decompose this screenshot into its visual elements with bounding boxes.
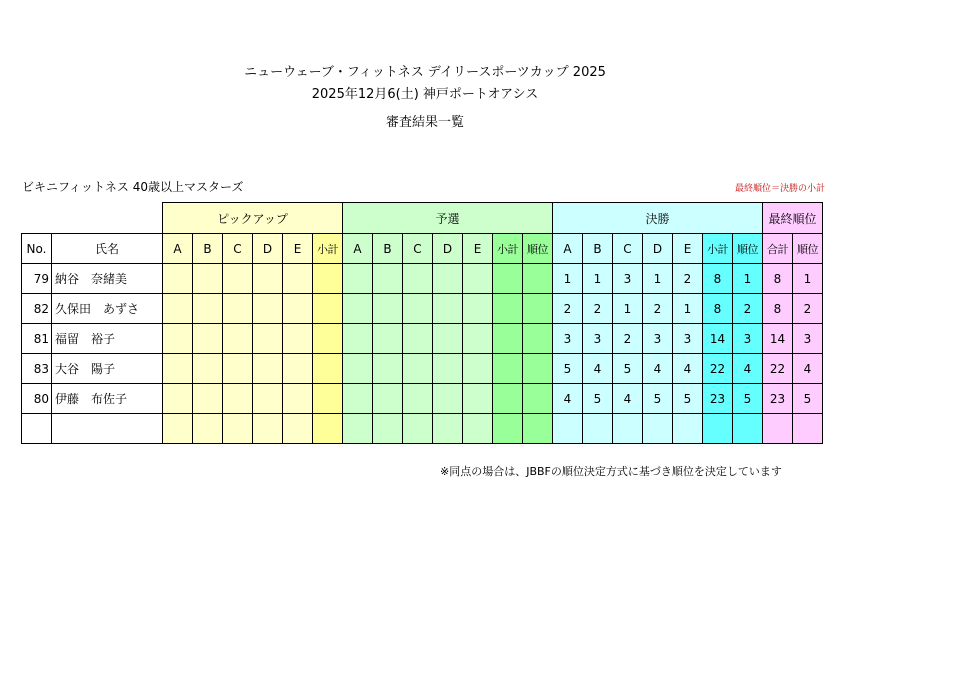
prelim-score-d [433, 324, 463, 354]
prelim-rank [523, 294, 553, 324]
final-score-a: 3 [553, 324, 583, 354]
prelim-subtotal [493, 354, 523, 384]
prelim-subtotal [493, 294, 523, 324]
final-score-b: 3 [583, 324, 613, 354]
overall-rank: 2 [793, 294, 823, 324]
pickup-score-b [193, 264, 223, 294]
col-prelim-a: A [343, 234, 373, 264]
pickup-score-d [253, 384, 283, 414]
final-rank: 3 [733, 324, 763, 354]
table-row [22, 324, 823, 354]
pickup-score-c [223, 264, 253, 294]
overall-total [763, 414, 793, 444]
group-header-row [22, 203, 823, 234]
prelim-score-b [373, 354, 403, 384]
overall-rank: 3 [793, 324, 823, 354]
col-total: 合計 [763, 234, 793, 264]
prelim-score-b [373, 294, 403, 324]
prelim-rank [523, 324, 553, 354]
pickup-score-b [193, 384, 223, 414]
col-final-b: B [583, 234, 613, 264]
group-final: 決勝 [553, 203, 763, 234]
final-score-b: 2 [583, 294, 613, 324]
results-heading: 審査結果一覧 [385, 115, 464, 130]
pickup-score-a [163, 324, 193, 354]
final-subtotal [703, 414, 733, 444]
prelim-score-e [463, 384, 493, 414]
col-pickup-subtotal: 小計 [313, 234, 343, 264]
final-score-b: 1 [583, 264, 613, 294]
column-header-row [22, 234, 823, 264]
final-score-e: 4 [673, 354, 703, 384]
pickup-subtotal [313, 414, 343, 444]
prelim-score-e [463, 354, 493, 384]
competitor-name: 大谷 陽子 [52, 354, 163, 384]
prelim-score-c [403, 294, 433, 324]
pickup-score-c [223, 294, 253, 324]
pickup-score-c [223, 354, 253, 384]
pickup-score-e [283, 354, 313, 384]
final-score-e [673, 414, 703, 444]
col-prelim-c: C [403, 234, 433, 264]
prelim-score-b [373, 414, 403, 444]
prelim-subtotal [493, 384, 523, 414]
final-score-e: 1 [673, 294, 703, 324]
prelim-subtotal [493, 264, 523, 294]
pickup-subtotal [313, 264, 343, 294]
pickup-subtotal [313, 324, 343, 354]
prelim-score-a [343, 354, 373, 384]
pickup-score-c [223, 414, 253, 444]
final-score-a: 1 [553, 264, 583, 294]
table-row [22, 354, 823, 384]
col-final-subtotal: 小計 [703, 234, 733, 264]
pickup-score-d [253, 294, 283, 324]
prelim-score-b [373, 264, 403, 294]
prelim-score-d [433, 354, 463, 384]
prelim-score-e [463, 414, 493, 444]
final-score-a: 4 [553, 384, 583, 414]
entry-number: 82 [22, 294, 52, 324]
prelim-score-a [343, 414, 373, 444]
pickup-subtotal [313, 354, 343, 384]
pickup-score-e [283, 384, 313, 414]
prelim-score-c [403, 264, 433, 294]
col-pickup-d: D [253, 234, 283, 264]
pickup-score-b [193, 354, 223, 384]
prelim-score-d [433, 264, 463, 294]
final-score-d: 2 [643, 294, 673, 324]
final-subtotal: 8 [703, 294, 733, 324]
results-table [21, 202, 823, 444]
final-score-e: 5 [673, 384, 703, 414]
prelim-score-a [343, 384, 373, 414]
pickup-score-a [163, 414, 193, 444]
pickup-score-d [253, 264, 283, 294]
prelim-score-e [463, 294, 493, 324]
entry-number: 83 [22, 354, 52, 384]
pickup-score-a [163, 384, 193, 414]
prelim-score-a [343, 294, 373, 324]
entry-number [22, 414, 52, 444]
tie-break-note: ※同点の場合は、JBBFの順位決定方式に基づき順位を決定しています [440, 465, 782, 478]
final-score-d: 4 [643, 354, 673, 384]
prelim-rank [523, 264, 553, 294]
final-score-a [553, 414, 583, 444]
col-final-c: C [613, 234, 643, 264]
pickup-score-b [193, 324, 223, 354]
entry-number: 79 [22, 264, 52, 294]
table-row [22, 384, 823, 414]
entry-number: 80 [22, 384, 52, 414]
pickup-score-b [193, 414, 223, 444]
prelim-score-a [343, 324, 373, 354]
final-rank-note: 最終順位＝決勝の小計 [734, 184, 825, 194]
overall-total: 8 [763, 294, 793, 324]
final-score-d: 3 [643, 324, 673, 354]
competitor-name: 久保田 あずさ [52, 294, 163, 324]
col-final-a: A [553, 234, 583, 264]
col-overall-rank: 順位 [793, 234, 823, 264]
pickup-score-d [253, 324, 283, 354]
entry-number: 81 [22, 324, 52, 354]
competitor-name: 伊藤 布佐子 [52, 384, 163, 414]
final-score-e: 3 [673, 324, 703, 354]
pickup-subtotal [313, 384, 343, 414]
table-row [22, 264, 823, 294]
competitor-name: 福留 裕子 [52, 324, 163, 354]
col-final-d: D [643, 234, 673, 264]
final-score-b [583, 414, 613, 444]
pickup-score-c [223, 384, 253, 414]
pickup-score-e [283, 414, 313, 444]
prelim-score-c [403, 414, 433, 444]
prelim-score-a [343, 264, 373, 294]
prelim-rank [523, 414, 553, 444]
final-score-a: 5 [553, 354, 583, 384]
col-pickup-b: B [193, 234, 223, 264]
overall-total: 14 [763, 324, 793, 354]
event-date-venue: 2025年12月6(土) 神戸ポートオアシス [311, 87, 539, 102]
prelim-subtotal [493, 414, 523, 444]
prelim-score-e [463, 264, 493, 294]
pickup-score-a [163, 294, 193, 324]
prelim-rank [523, 384, 553, 414]
col-prelim-b: B [373, 234, 403, 264]
category-title: ビキニフィットネス 40歳以上マスターズ [22, 180, 244, 194]
group-overall: 最終順位 [763, 203, 823, 234]
prelim-score-c [403, 384, 433, 414]
col-pickup-e: E [283, 234, 313, 264]
pickup-subtotal [313, 294, 343, 324]
final-score-b: 5 [583, 384, 613, 414]
overall-total: 23 [763, 384, 793, 414]
final-score-d [643, 414, 673, 444]
overall-rank: 5 [793, 384, 823, 414]
final-subtotal: 8 [703, 264, 733, 294]
group-prelim: 予選 [343, 203, 553, 234]
final-score-d: 5 [643, 384, 673, 414]
prelim-subtotal [493, 324, 523, 354]
col-final-e: E [673, 234, 703, 264]
final-rank: 1 [733, 264, 763, 294]
group-pickup: ピックアップ [163, 203, 343, 234]
overall-rank: 4 [793, 354, 823, 384]
final-score-c: 2 [613, 324, 643, 354]
col-prelim-subtotal: 小計 [493, 234, 523, 264]
final-rank: 2 [733, 294, 763, 324]
overall-rank: 1 [793, 264, 823, 294]
prelim-score-b [373, 384, 403, 414]
final-score-c: 3 [613, 264, 643, 294]
final-subtotal: 14 [703, 324, 733, 354]
final-subtotal: 22 [703, 354, 733, 384]
pickup-score-d [253, 354, 283, 384]
table-row [22, 294, 823, 324]
col-pickup-c: C [223, 234, 253, 264]
prelim-score-d [433, 414, 463, 444]
col-prelim-d: D [433, 234, 463, 264]
prelim-score-e [463, 324, 493, 354]
prelim-score-d [433, 294, 463, 324]
col-prelim-e: E [463, 234, 493, 264]
final-rank: 4 [733, 354, 763, 384]
final-rank: 5 [733, 384, 763, 414]
pickup-score-e [283, 294, 313, 324]
final-score-d: 1 [643, 264, 673, 294]
pickup-score-d [253, 414, 283, 444]
pickup-score-a [163, 264, 193, 294]
final-score-c: 1 [613, 294, 643, 324]
col-no: No. [22, 234, 52, 264]
event-title: ニューウェーブ・フィットネス デイリースポーツカップ 2025 [244, 65, 606, 80]
overall-total: 8 [763, 264, 793, 294]
col-name: 氏名 [52, 234, 163, 264]
final-score-c [613, 414, 643, 444]
prelim-rank [523, 354, 553, 384]
final-score-e: 2 [673, 264, 703, 294]
prelim-score-c [403, 324, 433, 354]
final-score-a: 2 [553, 294, 583, 324]
table-row [22, 414, 823, 444]
overall-rank [793, 414, 823, 444]
pickup-score-b [193, 294, 223, 324]
competitor-name [52, 414, 163, 444]
competitor-name: 納谷 奈緒美 [52, 264, 163, 294]
col-prelim-rank: 順位 [523, 234, 553, 264]
pickup-score-e [283, 324, 313, 354]
final-subtotal: 23 [703, 384, 733, 414]
final-score-b: 4 [583, 354, 613, 384]
prelim-score-d [433, 384, 463, 414]
event-header [0, 62, 850, 134]
pickup-score-c [223, 324, 253, 354]
overall-total: 22 [763, 354, 793, 384]
final-score-c: 5 [613, 354, 643, 384]
prelim-score-c [403, 354, 433, 384]
col-final-rank: 順位 [733, 234, 763, 264]
prelim-score-b [373, 324, 403, 354]
col-pickup-a: A [163, 234, 193, 264]
final-score-c: 4 [613, 384, 643, 414]
pickup-score-e [283, 264, 313, 294]
pickup-score-a [163, 354, 193, 384]
final-rank [733, 414, 763, 444]
